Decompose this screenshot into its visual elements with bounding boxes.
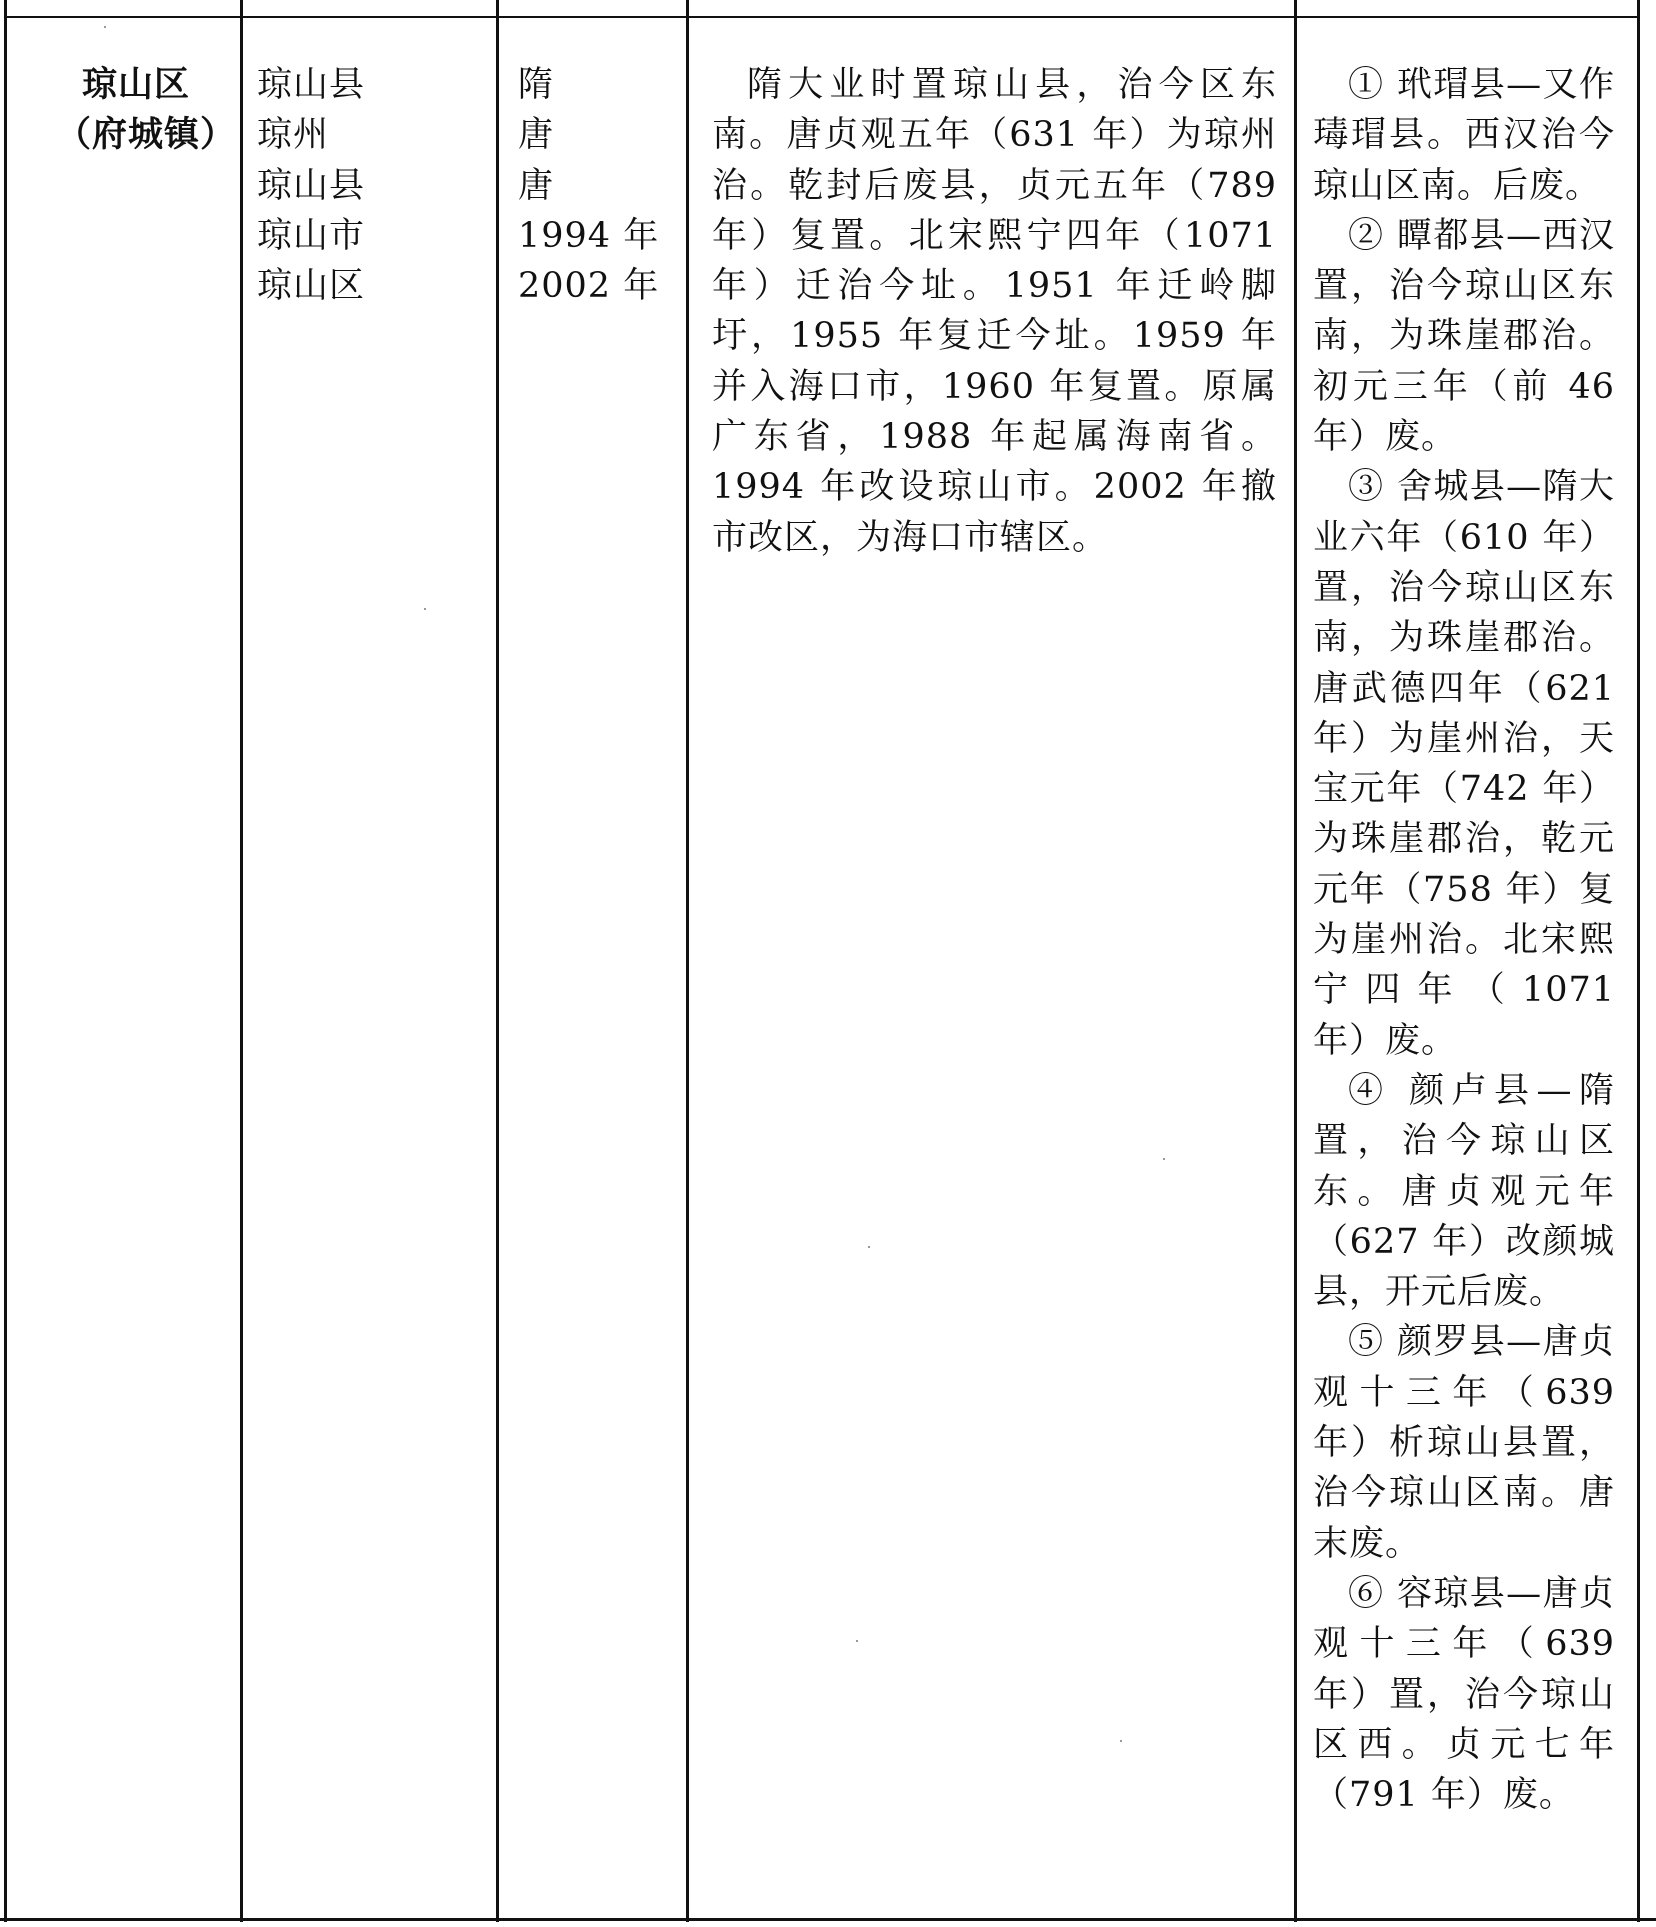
- table-right-border: [1637, 0, 1640, 1922]
- history-cell: 隋大业时置琼山县，治今区东南。唐贞观五年（631 年）为琼州治。乾封后废县，贞元五年（789 年）复置。北宋熙宁四年（1071 年）迁治今址。1951 年迁岭脚圩，1955 年复迁今址。1959 年并入海口市，1960 年复置。原属广东省，1988 年起属海南省。1994 年改设琼山市。2002 年撤市改区，为海口市辖区。: [712, 65, 1277, 558]
- establishment-time: 1994 年: [518, 215, 660, 256]
- notes-cell: [1313, 60, 1615, 1820]
- note-item: ④ 颜卢县—隋置，治今琼山区东。唐贞观元年（627 年）改颜城县，开元后废。: [1313, 1070, 1615, 1313]
- region-name: 琼山区: [81, 65, 190, 105]
- scan-speck: [424, 608, 426, 610]
- note-item: ⑥ 容琼县—唐贞观十三年（639 年）置，治今琼山区西。贞元七年（791 年）废。: [1313, 1573, 1615, 1816]
- historical-name: 琼山区: [257, 266, 366, 307]
- times-cell: [518, 60, 668, 311]
- region-seat: （府城镇）: [56, 114, 237, 156]
- note-item: ⑤ 颜罗县—唐贞观十三年（639 年）析琼山县置，治今琼山区南。唐末废。: [1313, 1322, 1615, 1564]
- establishment-time: 隋: [518, 65, 555, 105]
- table-bottom-border: [0, 1918, 1656, 1921]
- scan-speck: [104, 26, 106, 28]
- establishment-time: 唐: [518, 115, 555, 156]
- scan-speck: [1120, 1740, 1122, 1742]
- note-item: ② 瞫都县—西汉置，治今琼山区东南，为珠崖郡治。初元三年（前 46 年）废。: [1313, 215, 1615, 458]
- column-divider-3: [686, 0, 689, 1922]
- note-item: ③ 舍城县—隋大业六年（610 年）置，治今琼山区东南，为珠崖郡治。唐武德四年（621 年）为崖州治，天宝元年（742 年）为珠崖郡治，乾元元年（758 年）复为崖州治。北宋熙宁四年（1071 年）废。: [1313, 467, 1615, 1061]
- historical-name: 琼山县: [257, 65, 366, 105]
- historical-name: 琼山市: [257, 215, 366, 256]
- historical-name: 琼州: [257, 115, 330, 156]
- establishment-time: 唐: [518, 165, 555, 206]
- column-divider-1: [240, 0, 243, 1922]
- names-cell: [257, 60, 487, 311]
- note-item: ① 玳瑁县—又作瑇瑁县。西汉治今琼山区南。后废。: [1313, 65, 1615, 206]
- scan-speck: [856, 1640, 858, 1642]
- scan-speck: [1163, 1158, 1165, 1160]
- column-divider-2: [496, 0, 499, 1922]
- row-top-border: [4, 16, 1640, 18]
- region-cell: [56, 60, 237, 161]
- table-left-border: [4, 0, 7, 1922]
- historical-name: 琼山县: [257, 165, 366, 206]
- establishment-time: 2002 年: [518, 266, 660, 307]
- column-divider-4: [1294, 0, 1297, 1922]
- scan-speck: [868, 1246, 870, 1248]
